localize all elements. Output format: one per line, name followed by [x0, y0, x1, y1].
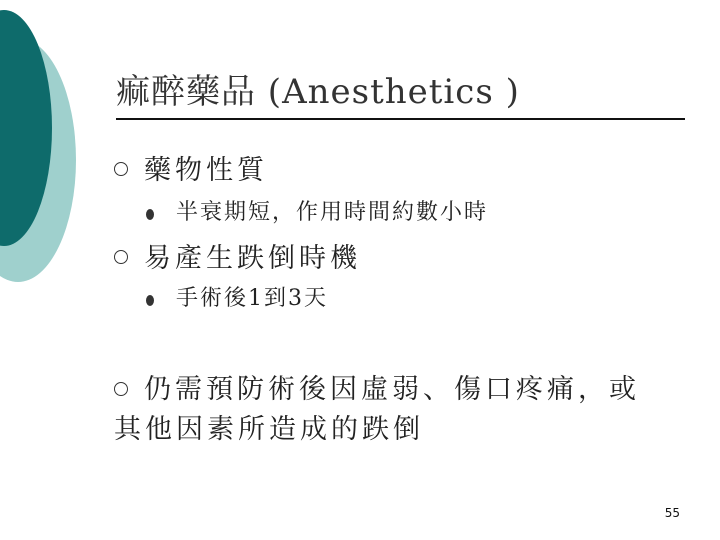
filled-bullet-icon [146, 295, 154, 306]
sub-bullet-text: 半衰期短，作用時間約數小時 [176, 200, 489, 225]
corner-decoration [0, 0, 120, 300]
slide-title: 痲醉藥品 (Anesthetics ) [116, 72, 520, 112]
hollow-circle-bullet-icon [114, 250, 128, 264]
page-number: 55 [664, 506, 680, 520]
hollow-circle-bullet-icon [114, 162, 128, 176]
bullet-text: 易產生跌倒時機 [144, 243, 361, 274]
sub-bullet-text: 手術後1到3天 [176, 286, 328, 311]
bullet-text: 藥物性質 [144, 155, 268, 186]
bullet-text-line2: 其他因素所造成的跌倒 [114, 414, 424, 445]
bullet-text [114, 370, 664, 450]
filled-bullet-icon [146, 209, 154, 220]
title-underline [116, 118, 685, 120]
hollow-circle-bullet-icon [114, 382, 128, 396]
bullet-text-line1: 仍需預防術後因虛弱、傷口疼痛，或 [144, 374, 640, 405]
